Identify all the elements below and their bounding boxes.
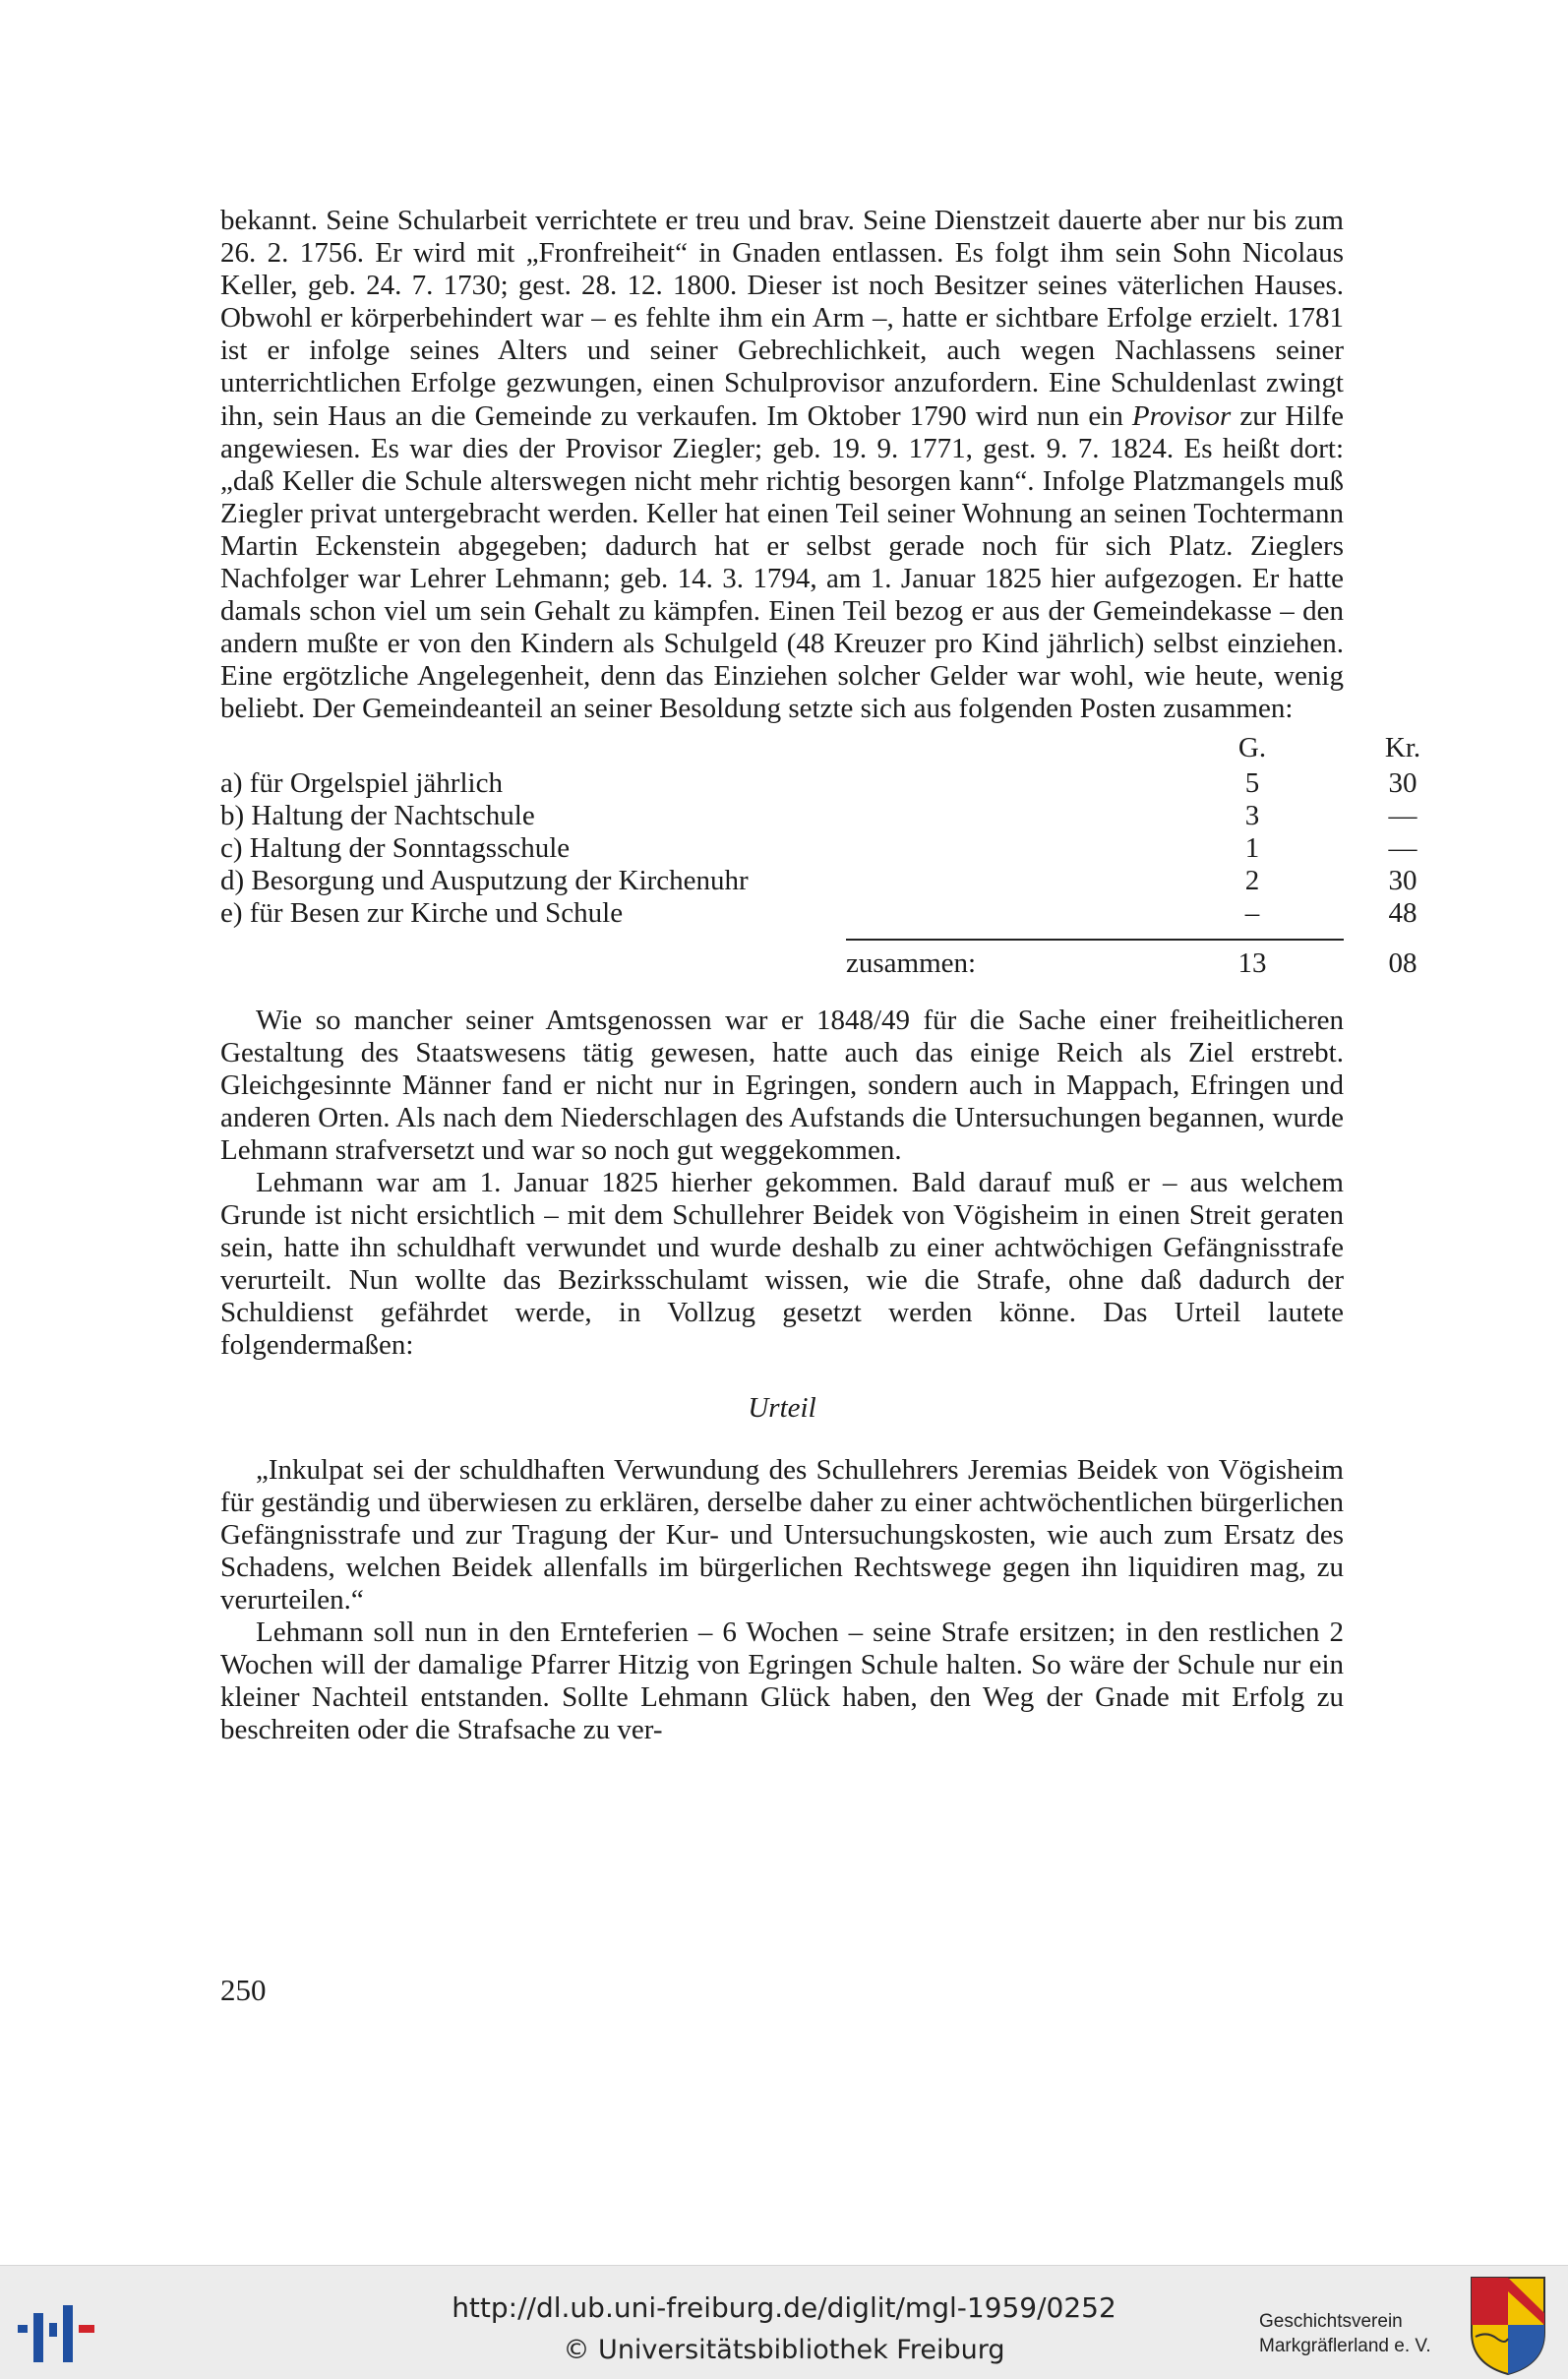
footer-copyright: © Universitätsbibliothek Freiburg: [563, 2335, 1005, 2365]
ledger-row: a) für Orgelspiel jährlich 5 30: [220, 766, 1417, 799]
paragraph-verdict: „Inkulpat sei der schuldhaften Verwundung des Schullehrers Jeremias Beidek von Vögisheim für geständig und überwiesen zu erklären, derselbe daher zu einer achtwöchentlichen bürgerlichen Gefängnisstrafe und zur Tragung der Kur- und Untersuchungskosten, wie auch zum Ersatz des Schadens, welchen Beidek allenfalls im bürgerlichen Rechtswege gegen ihn liquidiren mag, zu verurteilen.“: [220, 1453, 1344, 1616]
page-number: 250: [220, 1973, 267, 2007]
footer-bar: [0, 2265, 1568, 2379]
ledger-header: [220, 726, 1421, 767]
paragraph-3: Lehmann war am 1. Januar 1825 hierher gekommen. Bald darauf muß er – aus welchem Grunde ist nicht ersichtlich – mit dem Schullehrer Beidek von Vögisheim in einen Streit geraten sein, hatte ihn schuldhaft verwundet und wurde deshalb zu einer achtwöchigen Gefängnisstrafe verurteilt. Nun wollte das Bezirksschulamt wissen, wie die Strafe, ohne daß dadurch der Schuldienst gefährdet werde, in Vollzug gesetzt werden könne. Das Urteil lautete folgendermaßen:: [220, 1166, 1344, 1362]
society-name: Geschichtsverein Markgräflerland e. V.: [1259, 2311, 1431, 2356]
page-body: [220, 205, 1421, 1746]
ledger-total: [220, 946, 1417, 995]
footer-url-link[interactable]: http://dl.ub.uni-freiburg.de/diglit/mgl-1959/0252: [452, 2291, 1116, 2324]
ledger-row: c) Haltung der Sonntagsschule 1 —: [220, 831, 1417, 864]
paragraph-4: Lehmann soll nun in den Ernteferien – 6 Wochen – seine Strafe ersitzen; in den restlichen 2 Wochen will der damalige Pfarrer Hitzig von Egringen Schule halten. So wäre der Schule nur ein kleiner Nachteil entstanden. Sollte Lehmann Glück haben, den Weg der Gnade mit Erfolg zu beschreiten oder die Strafsache zu ver-: [220, 1616, 1344, 1746]
ledger-rule-row: [220, 930, 1344, 947]
total-label: zusammen:: [846, 946, 977, 979]
total-kr: 08: [1388, 946, 1417, 979]
salary-ledger: [220, 726, 1421, 995]
paragraph-1: bekannt. Seine Schularbeit verrichtete er treu und brav. Seine Dienstzeit dauerte aber nur bis zum 26. 2. 1756. Er wird mit „Fronfreiheit“ in Gnaden entlassen. Es folgt ihm sein Sohn Nicolaus Keller, geb. 24. 7. 1730; gest. 28. 12. 1800. Dieser ist noch Besitzer seines väterlichen Hauses. Obwohl er körperbehindert war – es fehlte ihm ein Arm –, hatte er sichtbare Erfolge erzielt. 1781 ist er infolge seines Alters und seiner Gebrechlichkeit, auch wegen Nachlassens seiner unterrichtlichen Erfolge gezwungen, einen Schulprovisor anzufordern. Eine Schuldenlast zwingt ihn, sein Haus an die Gemeinde zu verkaufen. Im Oktober 1790 wird nun ein Provisor zur Hilfe angewiesen. Es war dies der Provisor Ziegler; geb. 19. 9. 1771, gest. 9. 7. 1824. Es heißt dort: „daß Keller die Schule alterswegen nicht mehr richtig besorgen kann“. Infolge Platzmangels muß Ziegler privat untergebracht werden. Keller hat einen Teil seiner Wohnung an seinen Tochtermann Martin Eckenstein abgegeben; dadurch hat er selbst gerade noch für sich Platz. Zieglers Nachfolger war Lehrer Lehmann; geb. 14. 3. 1794, am 1. Januar 1825 hier aufgezogen. Er hatte damals schon viel um sein Gehalt zu kämpfen. Einen Teil bezog er aus der Gemeindekasse – den andern mußte er von den Kindern als Schulgeld (48 Kreuzer pro Kind jährlich) selbst einziehen. Eine ergötzliche Angelegenheit, denn das Einziehen solcher Gelder war wohl, wie heute, wenig beliebt. Der Gemeindeanteil an seiner Besoldung setzte sich aus folgenden Posten zusammen:: [220, 205, 1344, 725]
ledger-row: b) Haltung der Nachtschule 3 —: [220, 799, 1417, 831]
italic-provisor: Provisor: [1131, 399, 1232, 432]
total-g: 13: [1237, 946, 1267, 979]
ledger-header-g: G.: [1237, 731, 1267, 763]
sum-rule: [846, 939, 1344, 941]
paragraph-2: Wie so mancher seiner Amtsgenossen war er 1848/49 für die Sache einer freiheitlicheren Gestaltung des Staatswesens tätig gewesen, hatte auch das einige Reich als Ziel erstrebt. Gleichgesinnte Männer fand er nicht nur in Egringen, sondern auch in Mappach, Efringen und anderen Orten. Als nach dem Niederschlagen des Aufstands die Untersuchungen begannen, wurde Lehmann strafversetzt und war so noch gut weggekommen.: [220, 1004, 1344, 1166]
ledger-row: d) Besorgung und Ausputzung der Kirchenuhr 2 30: [220, 864, 1417, 896]
section-heading-urteil: Urteil: [748, 1391, 816, 1424]
ledger-row: e) für Besen zur Kirche und Schule – 48: [220, 896, 1417, 929]
coat-of-arms-icon: [1468, 2274, 1548, 2376]
ledger-header-kr: Kr.: [1384, 731, 1421, 763]
